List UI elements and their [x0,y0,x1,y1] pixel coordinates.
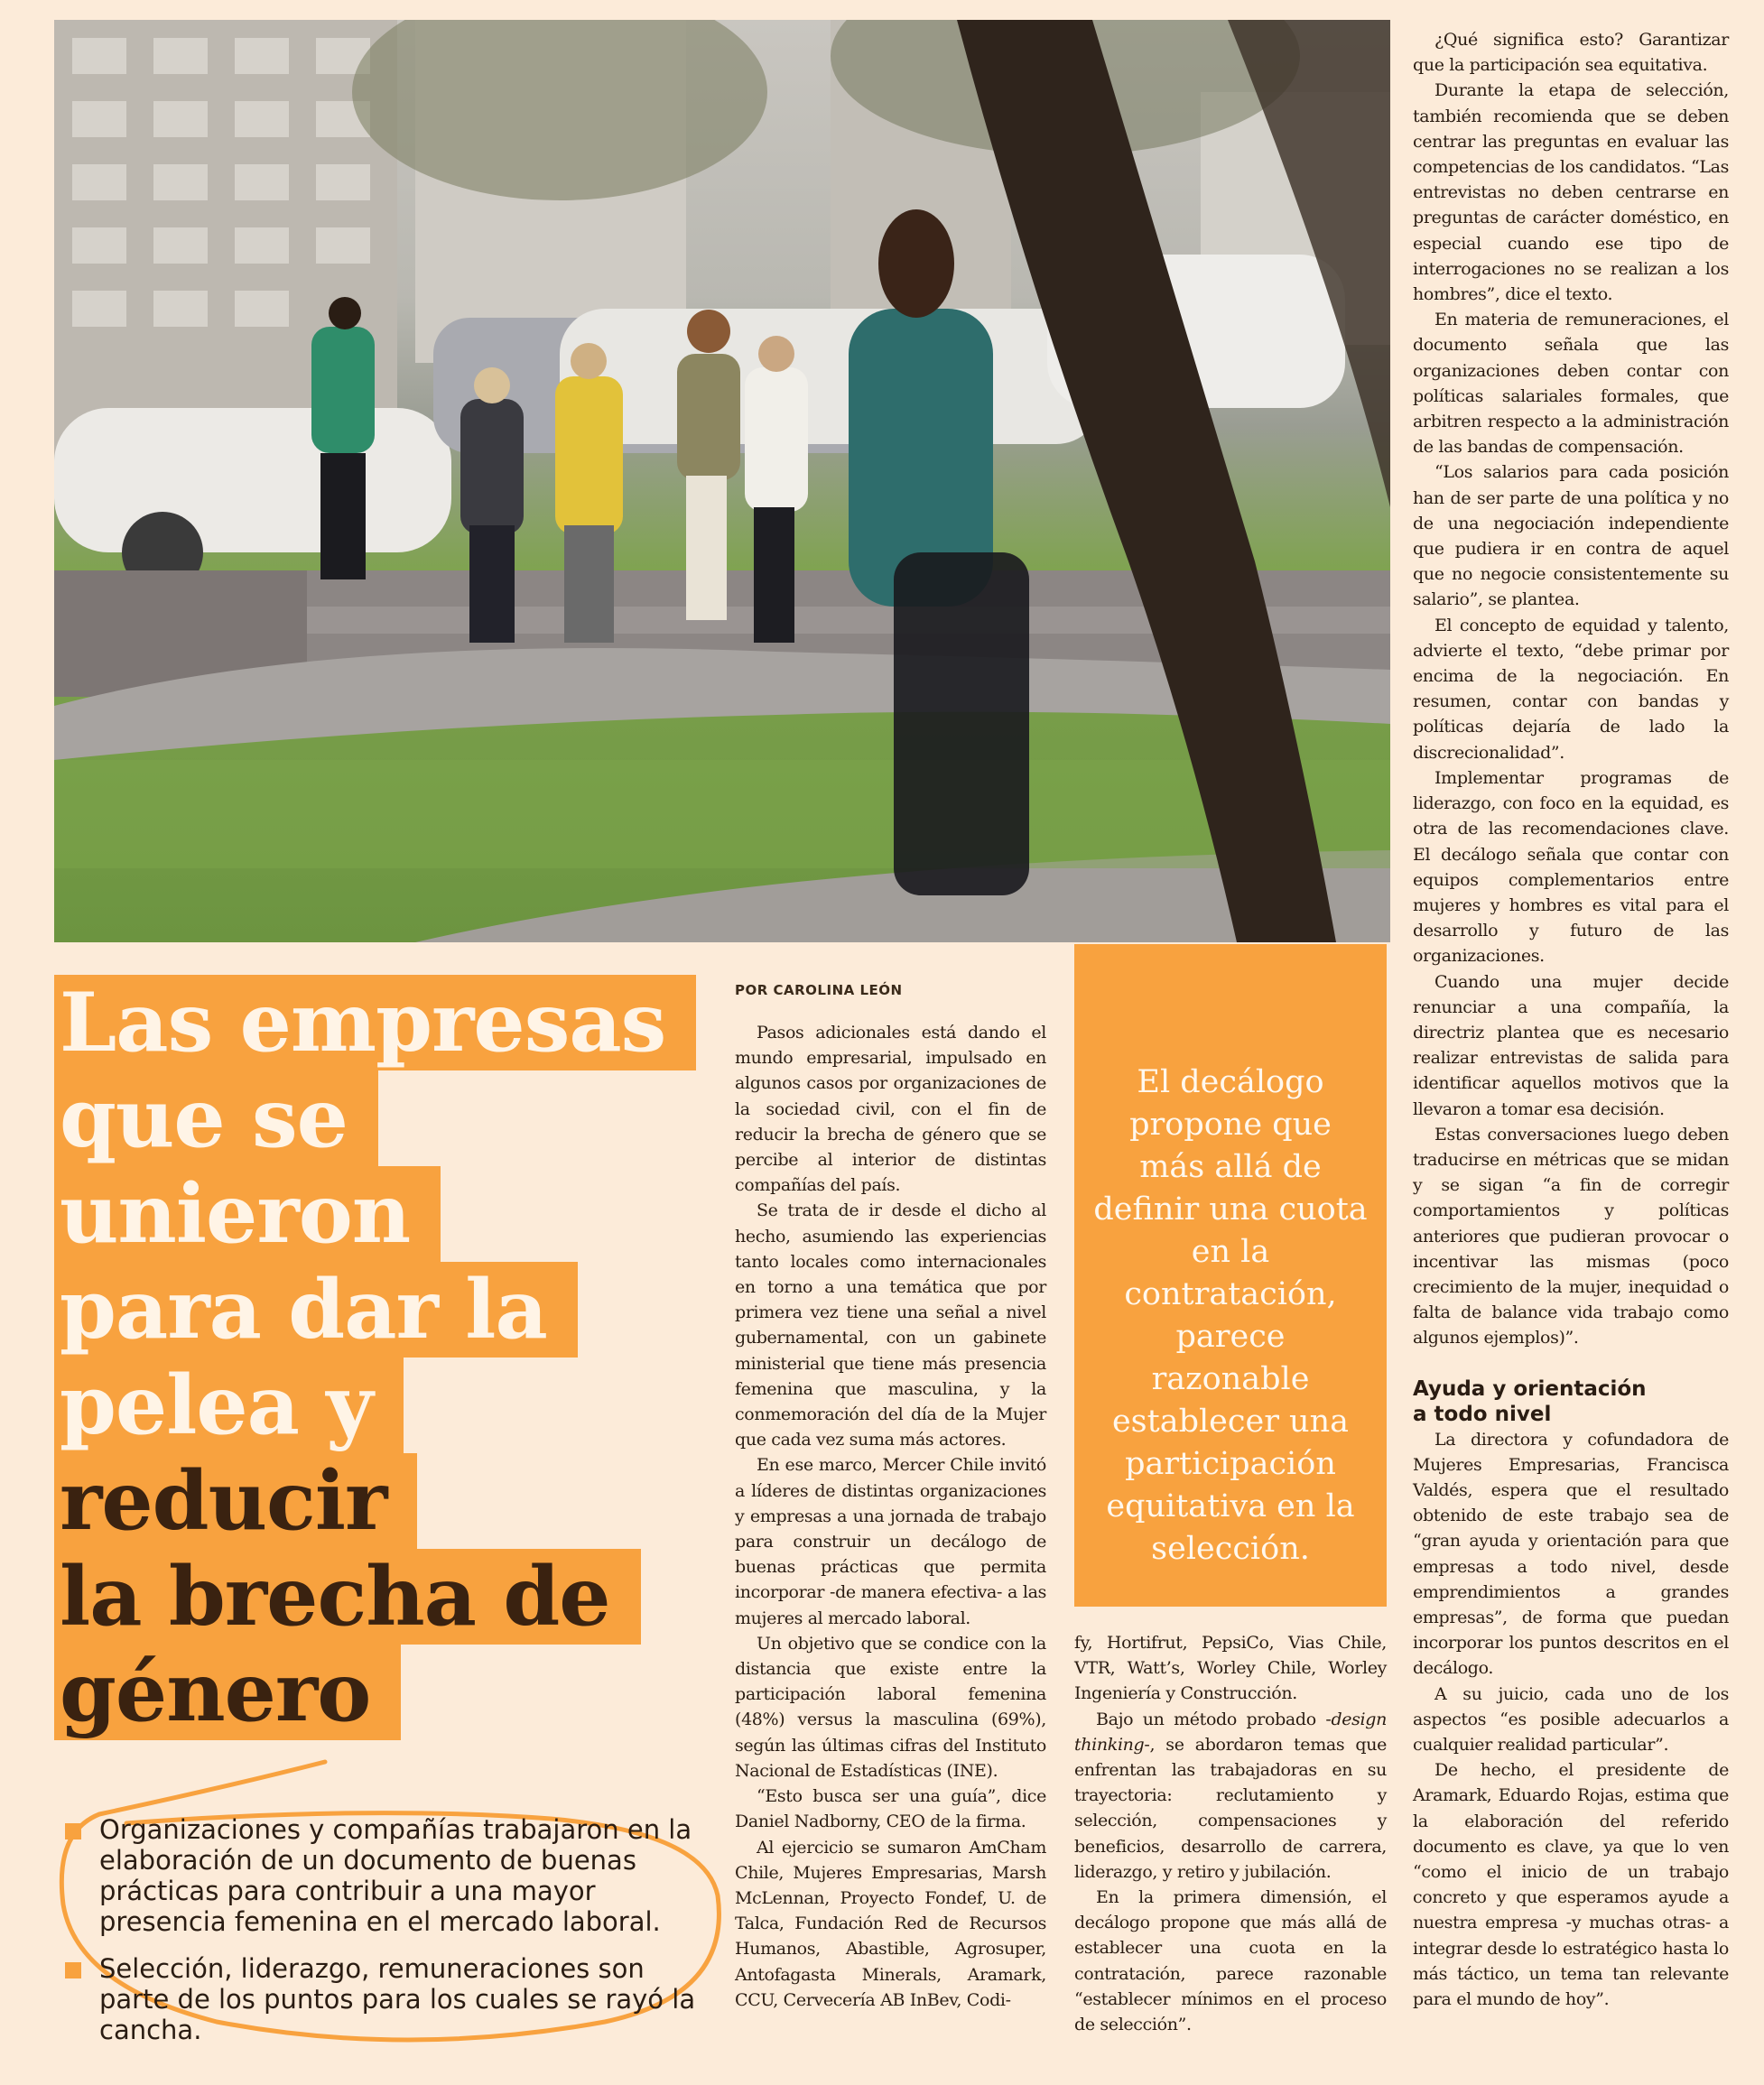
body-column-3 [1413,27,1729,2012]
headline-line-2: que se unieron [54,1070,441,1262]
subheading-line-2: a todo nivel [1413,1402,1552,1426]
bullet-item [63,1814,722,1937]
body-column-1 [735,1020,1046,2013]
bullet-square-icon [65,1823,81,1839]
paragraph: En materia de remuneraciones, el documento señala que las organizaciones deben contar con políticas salariales formales, que arbitren respecto a la administración de las bandas de compensación. [1413,310,1729,458]
paragraph-italic: design thinking [1074,1709,1387,1755]
headline-line-3: para dar la [54,1262,578,1358]
paragraph: A su juicio, cada uno de los aspectos “es posible adecuarlos a cualquier realidad particular”. [1413,1683,1729,1755]
photo-illustration [54,20,1390,942]
paragraph: Durante la etapa de selección, también recomienda que se deben centrar las preguntas en evaluar las competencias de los candidatos. “Las entrevistas no deben centrarse en preguntas de carácter doméstico, en especial cuando ese tipo de interrogaciones no se realizan a los hombres”, dice el texto. [1413,80,1729,305]
headline-line-1: Las empresas [54,975,696,1070]
paragraph: En la primera dimensión, el decálogo propone que más allá de establecer una cuota en la contratación, parece razonable “establecer mínimos en el proceso de selección”. [1074,1887,1387,2035]
article-headline [54,975,740,1740]
pull-quote-text: El decálogo propone que más allá de definir una cuota en la contratación, parece razonable establecer una participación equitativa en la selección. [1093,1064,1368,1567]
bullet-text: Selección, liderazgo, remuneraciones son parte de los puntos para los cuales se rayó la cancha. [99,1953,696,2045]
bullet-square-icon [65,1962,81,1978]
subheading-line-1: Ayuda y orientación [1413,1376,1647,1401]
paragraph: De hecho, el presidente de Aramark, Eduardo Rojas, estima que la elaboración del referido documento es clave, ya que lo ven “como el inicio de un trabajo concreto y que esperamos ayude a nuestra empresa -y muchas otras- a integrar desde lo estratégico hasta lo más táctico, un tema tan relevante para el mundo de hoy”. [1413,1760,1729,2010]
paragraph: “Los salarios para cada posición han de ser parte de una política y no de una negociación independiente que pudiera ir en contra de aquel que no negocie consistentemente su salario”, se plantea. [1413,462,1729,610]
headline-line-4-dark: reducir [60,1453,387,1549]
paragraph: Estas conversaciones luego deben traducirse en métricas que se midan y se sigan “a fin de corregir comportamientos y políticas anteriores que pudieran provocar o incentivar las mismas (poco crecimiento de la mujer, inequidad o falta de balance vida trabajo como algunos ejemplos)”. [1413,1124,1729,1348]
paragraph: “Esto busca ser una guía”, dice Daniel Nadborny, CEO de la firma. [735,1786,1046,1832]
headline-line-4 [54,1358,417,1549]
paragraph: ¿Qué significa esto? Garantizar que la participación sea equitativa. [1413,30,1729,76]
paragraph [1074,1707,1387,1885]
pull-quote-box [1074,944,1387,1607]
headline-line-5: la brecha de [54,1549,641,1645]
bullet-item [63,1953,722,2045]
paragraph-part: Bajo un método probado - [1096,1709,1332,1729]
summary-bullets [63,1814,722,2062]
paragraph: El concepto de equidad y talento, advierte el texto, “debe primar por encima de la negociación. En resumen, contar con bandas y políticas dejaría de lado la discrecionalidad”. [1413,615,1729,763]
byline: POR CAROLINA LEÓN [735,982,903,998]
article-photo [54,20,1390,942]
paragraph: En ese marco, Mercer Chile invitó a líderes de distintas organizaciones y empresas a una jornada de trabajo para construir un decálogo de buenas prácticas que permita incorporar -de manera efectiva- a las mujeres al mercado laboral. [735,1455,1046,1628]
bullet-text: Organizaciones y compañías trabajaron en la elaboración de un documento de buenas prácticas para contribuir a una mayor presencia femenina en el mercado laboral. [99,1814,692,1937]
paragraph: Al ejercicio se sumaron AmCham Chile, Mujeres Empresarias, Marsh McLennan, Proyecto Fondef, U. de Talca, Fundación Red de Recursos Humanos, Abastible, Agrosuper, Antofagasta Minerals, Aramark, CCU, Cervecería AB InBev, Codi- [735,1837,1046,2010]
paragraph-continuation: fy, Hortifrut, PepsiCo, Vias Chile, VTR, Watt’s, Worley Chile, Worley Ingeniería y Construcción. [1074,1633,1387,1704]
paragraph: Implementar programas de liderazgo, con foco en la equidad, es otra de las recomendaciones clave. El decálogo señala que contar con equipos complementarios entre mujeres y hombres es vital para el desarrollo y futuro de las organizaciones. [1413,767,1729,967]
headline-line-4-light: pelea y [60,1358,373,1453]
paragraph: Se trata de ir desde el dicho al hecho, asumiendo las experiencias tanto locales como internacionales en torno a una temática que por primera vez tiene una señal a nivel gubernamental, con un gabinete ministerial que tiene más presencia femenina que masculina, y la conmemoración del día de la Mujer que cada vez suma más actores. [735,1200,1046,1450]
paragraph: Pasos adicionales está dando el mundo empresarial, impulsado en algunos casos por organizaciones de la sociedad civil, con el fin de reducir la brecha de género que se percibe al interior de distintas compañías del país. [735,1023,1046,1196]
body-column-2 [1074,1630,1387,2037]
headline-line-6: género [54,1645,401,1740]
paragraph-part: -, se abordaron temas que enfrentan las trabajadoras en su trayectoria: reclutamiento y selección, compensaciones y beneficios, desarrollo de carrera, liderazgo, y retiro y jubilación. [1074,1734,1387,1882]
paragraph: Un objetivo que se condice con la distancia que existe entre la participación laboral femenina (48%) versus la masculina (69%), según las últimas cifras del Instituto Nacional de Estadísticas (INE). [735,1633,1046,1781]
paragraph: La directora y cofundadora de Mujeres Empresarias, Francisca Valdés, espera que el resultado obtenido de este trabajo sea de “gran ayuda y orientación para que empresas a todo nivel, desde emprendimientos a grandes empresas”, de forma que puedan incorporar los puntos descritos en el decálogo. [1413,1429,1729,1679]
paragraph: Cuando una mujer decide renunciar a una compañía, la directriz plantea que es necesario realizar entrevistas de salida para identificar aquellos motivos que la llevaron a tomar esa decisión. [1413,971,1729,1119]
subheading [1413,1376,1729,1427]
